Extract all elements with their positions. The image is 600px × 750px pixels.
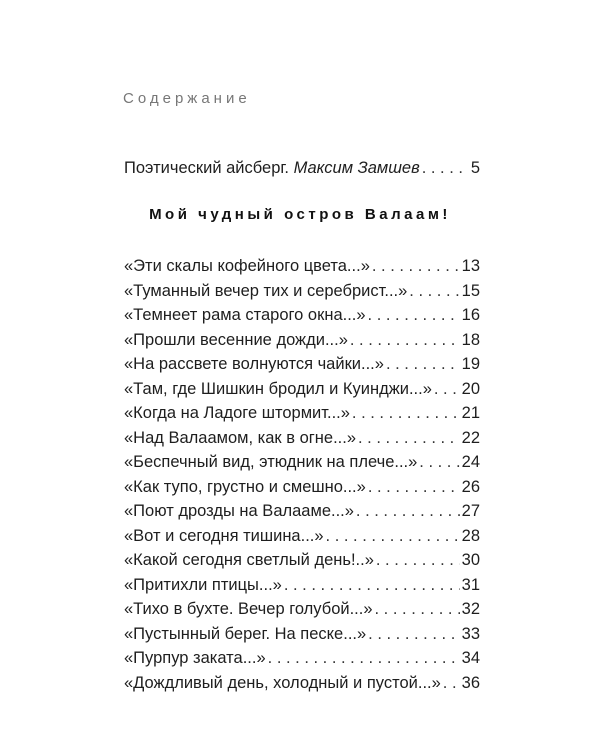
dot-leader: [443, 673, 460, 693]
dot-leader: [375, 599, 460, 619]
dot-leader: [284, 575, 460, 595]
toc-entry-intro[interactable]: [124, 158, 480, 178]
page-number: 13: [461, 257, 480, 275]
entry-title: «Пустынный берег. На песке...»: [124, 624, 367, 643]
page-number: 30: [461, 551, 480, 569]
dot-leader: [368, 305, 460, 325]
page-number: 32: [461, 600, 480, 618]
entry-title: [124, 158, 420, 178]
entry-title: «Там, где Шишкин бродил и Куинджи...»: [124, 379, 432, 398]
entry-title: «Над Валаамом, как в огне...»: [124, 428, 356, 447]
dot-leader: [268, 648, 460, 668]
entry-title: «Поют дрозды на Валааме...»: [124, 502, 354, 520]
entry-title: «Какой сегодня светлый день!..»: [124, 551, 374, 569]
toc-entry[interactable]: [124, 354, 480, 374]
toc-entry[interactable]: [124, 281, 480, 301]
dot-leader: [409, 281, 459, 301]
entry-title: «Тихо в бухте. Вечер голубой...»: [124, 600, 373, 618]
intro-title: Поэтический айсберг.: [124, 159, 289, 177]
dot-leader: [326, 526, 460, 546]
page-number: 5: [470, 159, 480, 177]
dot-leader: [422, 158, 469, 178]
entry-title: «Когда на Ладоге штормит...»: [124, 404, 350, 422]
entry-title: «Вот и сегодня тишина...»: [124, 526, 324, 545]
entry-title: «Темнеет рама старого окна...»: [124, 306, 366, 324]
page-number: 26: [461, 477, 480, 496]
dot-leader: [419, 452, 459, 472]
dot-leader: [434, 379, 460, 399]
entry-title: «Дождливый день, холодный и пустой...»: [124, 673, 441, 692]
toc-entry[interactable]: [124, 477, 480, 497]
dot-leader: [350, 330, 460, 350]
toc-entry[interactable]: [124, 550, 480, 570]
page-number: 31: [461, 575, 480, 594]
entry-title: «Туманный вечер тих и серебрист...»: [124, 281, 408, 300]
entry-title: «Пурпур заката...»: [124, 649, 266, 667]
toc-entry[interactable]: [124, 501, 480, 521]
entry-title: «На рассвете волнуются чайки...»: [124, 355, 384, 373]
page-number: 20: [461, 379, 480, 398]
intro-author: Максим Замшев: [293, 159, 420, 177]
toc-entry[interactable]: [124, 403, 480, 423]
toc-entry[interactable]: [124, 624, 480, 644]
page-number: 27: [461, 502, 480, 520]
page-number: 22: [461, 428, 480, 447]
page-number: 18: [461, 330, 480, 349]
entry-title: «Беспечный вид, этюдник на плече...»: [124, 453, 418, 471]
dot-leader: [352, 403, 460, 423]
toc-entry[interactable]: [124, 673, 480, 693]
toc-entry[interactable]: [124, 575, 480, 595]
page-number: 15: [461, 281, 480, 300]
page-number: 16: [461, 306, 480, 324]
section-heading: Мой чудный остров Валаам!: [149, 206, 451, 223]
toc-entry[interactable]: [124, 428, 480, 448]
entry-title: «Прошли весенние дожди...»: [124, 330, 348, 349]
page-number: 19: [461, 355, 480, 373]
toc-entry[interactable]: [124, 526, 480, 546]
page-number: 28: [461, 526, 480, 545]
toc-entry[interactable]: [124, 379, 480, 399]
toc-entry[interactable]: [124, 256, 480, 276]
dot-leader: [368, 624, 459, 644]
entry-title: «Как тупо, грустно и смешно...»: [124, 477, 366, 496]
entry-title: «Притихли птицы...»: [124, 575, 282, 594]
toc-entry[interactable]: [124, 305, 480, 325]
dot-leader: [372, 256, 460, 276]
page-number: 33: [461, 624, 480, 643]
toc-entry[interactable]: [124, 452, 480, 472]
toc-title: Содержание: [123, 90, 251, 107]
dot-leader: [386, 354, 460, 374]
entry-title: «Эти скалы кофейного цвета...»: [124, 257, 370, 275]
toc-entry[interactable]: [124, 330, 480, 350]
page-number: 21: [461, 404, 480, 422]
dot-leader: [376, 550, 460, 570]
page-number: 24: [461, 453, 480, 471]
dot-leader: [368, 477, 460, 497]
dot-leader: [358, 428, 460, 448]
dot-leader: [356, 501, 460, 521]
toc-entry[interactable]: [124, 648, 480, 668]
page-number: 36: [461, 673, 480, 692]
page-number: 34: [461, 649, 480, 667]
toc-entry[interactable]: [124, 599, 480, 619]
